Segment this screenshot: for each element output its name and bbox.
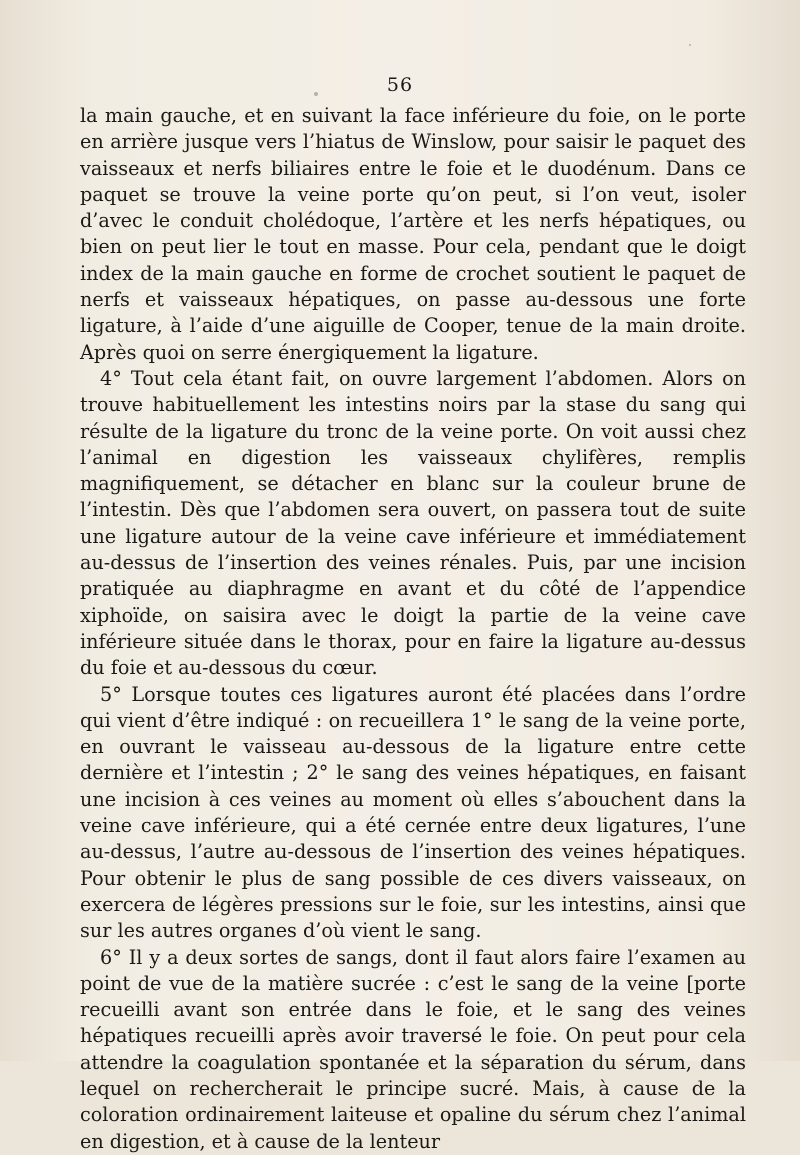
paragraph: 6° Il y a deux sortes de sangs, dont il faut alors faire l’examen au point de vue de la matière sucrée : c’est le sang de la veine [porte recueilli avant son entrée dans le foie, et le sang des veines hépatiques recueilli après avoir traversé le foie. On peut pour cela attendre la coagulation spontanée et la séparation du sérum, dans lequel on rechercherait le principe sucré. Mais, à cause de la coloration ordinairement laiteuse et opaline du sérum chez l’animal en digestion, et à cause de la lenteur [80, 945, 746, 1153]
page-number: 56 [386, 74, 414, 96]
paragraph: 5° Lorsque toutes ces ligatures auront été placées dans l’ordre qui vient d’être indiqué : on recueillera 1° le sang de la veine porte, en ouvrant le vaisseau au-dessous de la ligature entre cette dernière et l’intestin ; 2° le sang des veines hépatiques, en faisant une incision à ces veines au moment où elles s’abouchent dans la veine cave inférieure, qui a été cernée entre deux ligatures, l’une au-dessus, l’autre au-dessous de l’insertion des veines hépatiques. Pour obtenir le plus de sang possible de ces divers vaisseaux, on exercera de légères pressions sur le foie, sur les intestins, ainsi que sur les autres organes d’où vient le sang. [80, 682, 746, 943]
paper-fleck [689, 44, 691, 46]
paragraph: 4° Tout cela étant fait, on ouvre largement l’abdomen. Alors on trouve habituellement les intestins noirs par la stase du sang qui résulte de la ligature du tronc de la veine porte. On voit aussi chez l’animal en digestion les vaisseaux chylifères, remplis magnifiquement, se détacher en blanc sur la couleur brune de l’intestin. Dès que l’abdomen sera ouvert, on passera tout de suite une ligature autour de la veine cave inférieure et immédiatement au-dessus de l’insertion des veines rénales. Puis, par une incision pratiquée au diaphragme en avant et du côté de l’appendice xiphoïde, on saisira avec le doigt la partie de la veine cave inférieure située dans le thorax, pour en faire la ligature au-dessus du foie et au-dessous du cœur. [80, 366, 746, 680]
paragraph: la main gauche, et en suivant la face inférieure du foie, on le porte en arrière jusque vers l’hiatus de Winslow, pour saisir le paquet des vaisseaux et nerfs biliaires entre le foie et le duodénum. Dans ce paquet se trouve la veine porte qu’on peut, si l’on veut, isoler d’avec le conduit cholédoque, l’artère et les nerfs hépatiques, ou bien on peut lier le tout en masse. Pour cela, pendant que le doigt index de la main gauche en forme de crochet soutient le paquet de nerfs et vaisseaux hépatiques, on passe au-dessous une forte ligature, à l’aide d’une aiguille de Cooper, tenue de la main droite. Après quoi on serre énergiquement la ligature. [80, 104, 746, 364]
body-text [80, 103, 746, 1155]
